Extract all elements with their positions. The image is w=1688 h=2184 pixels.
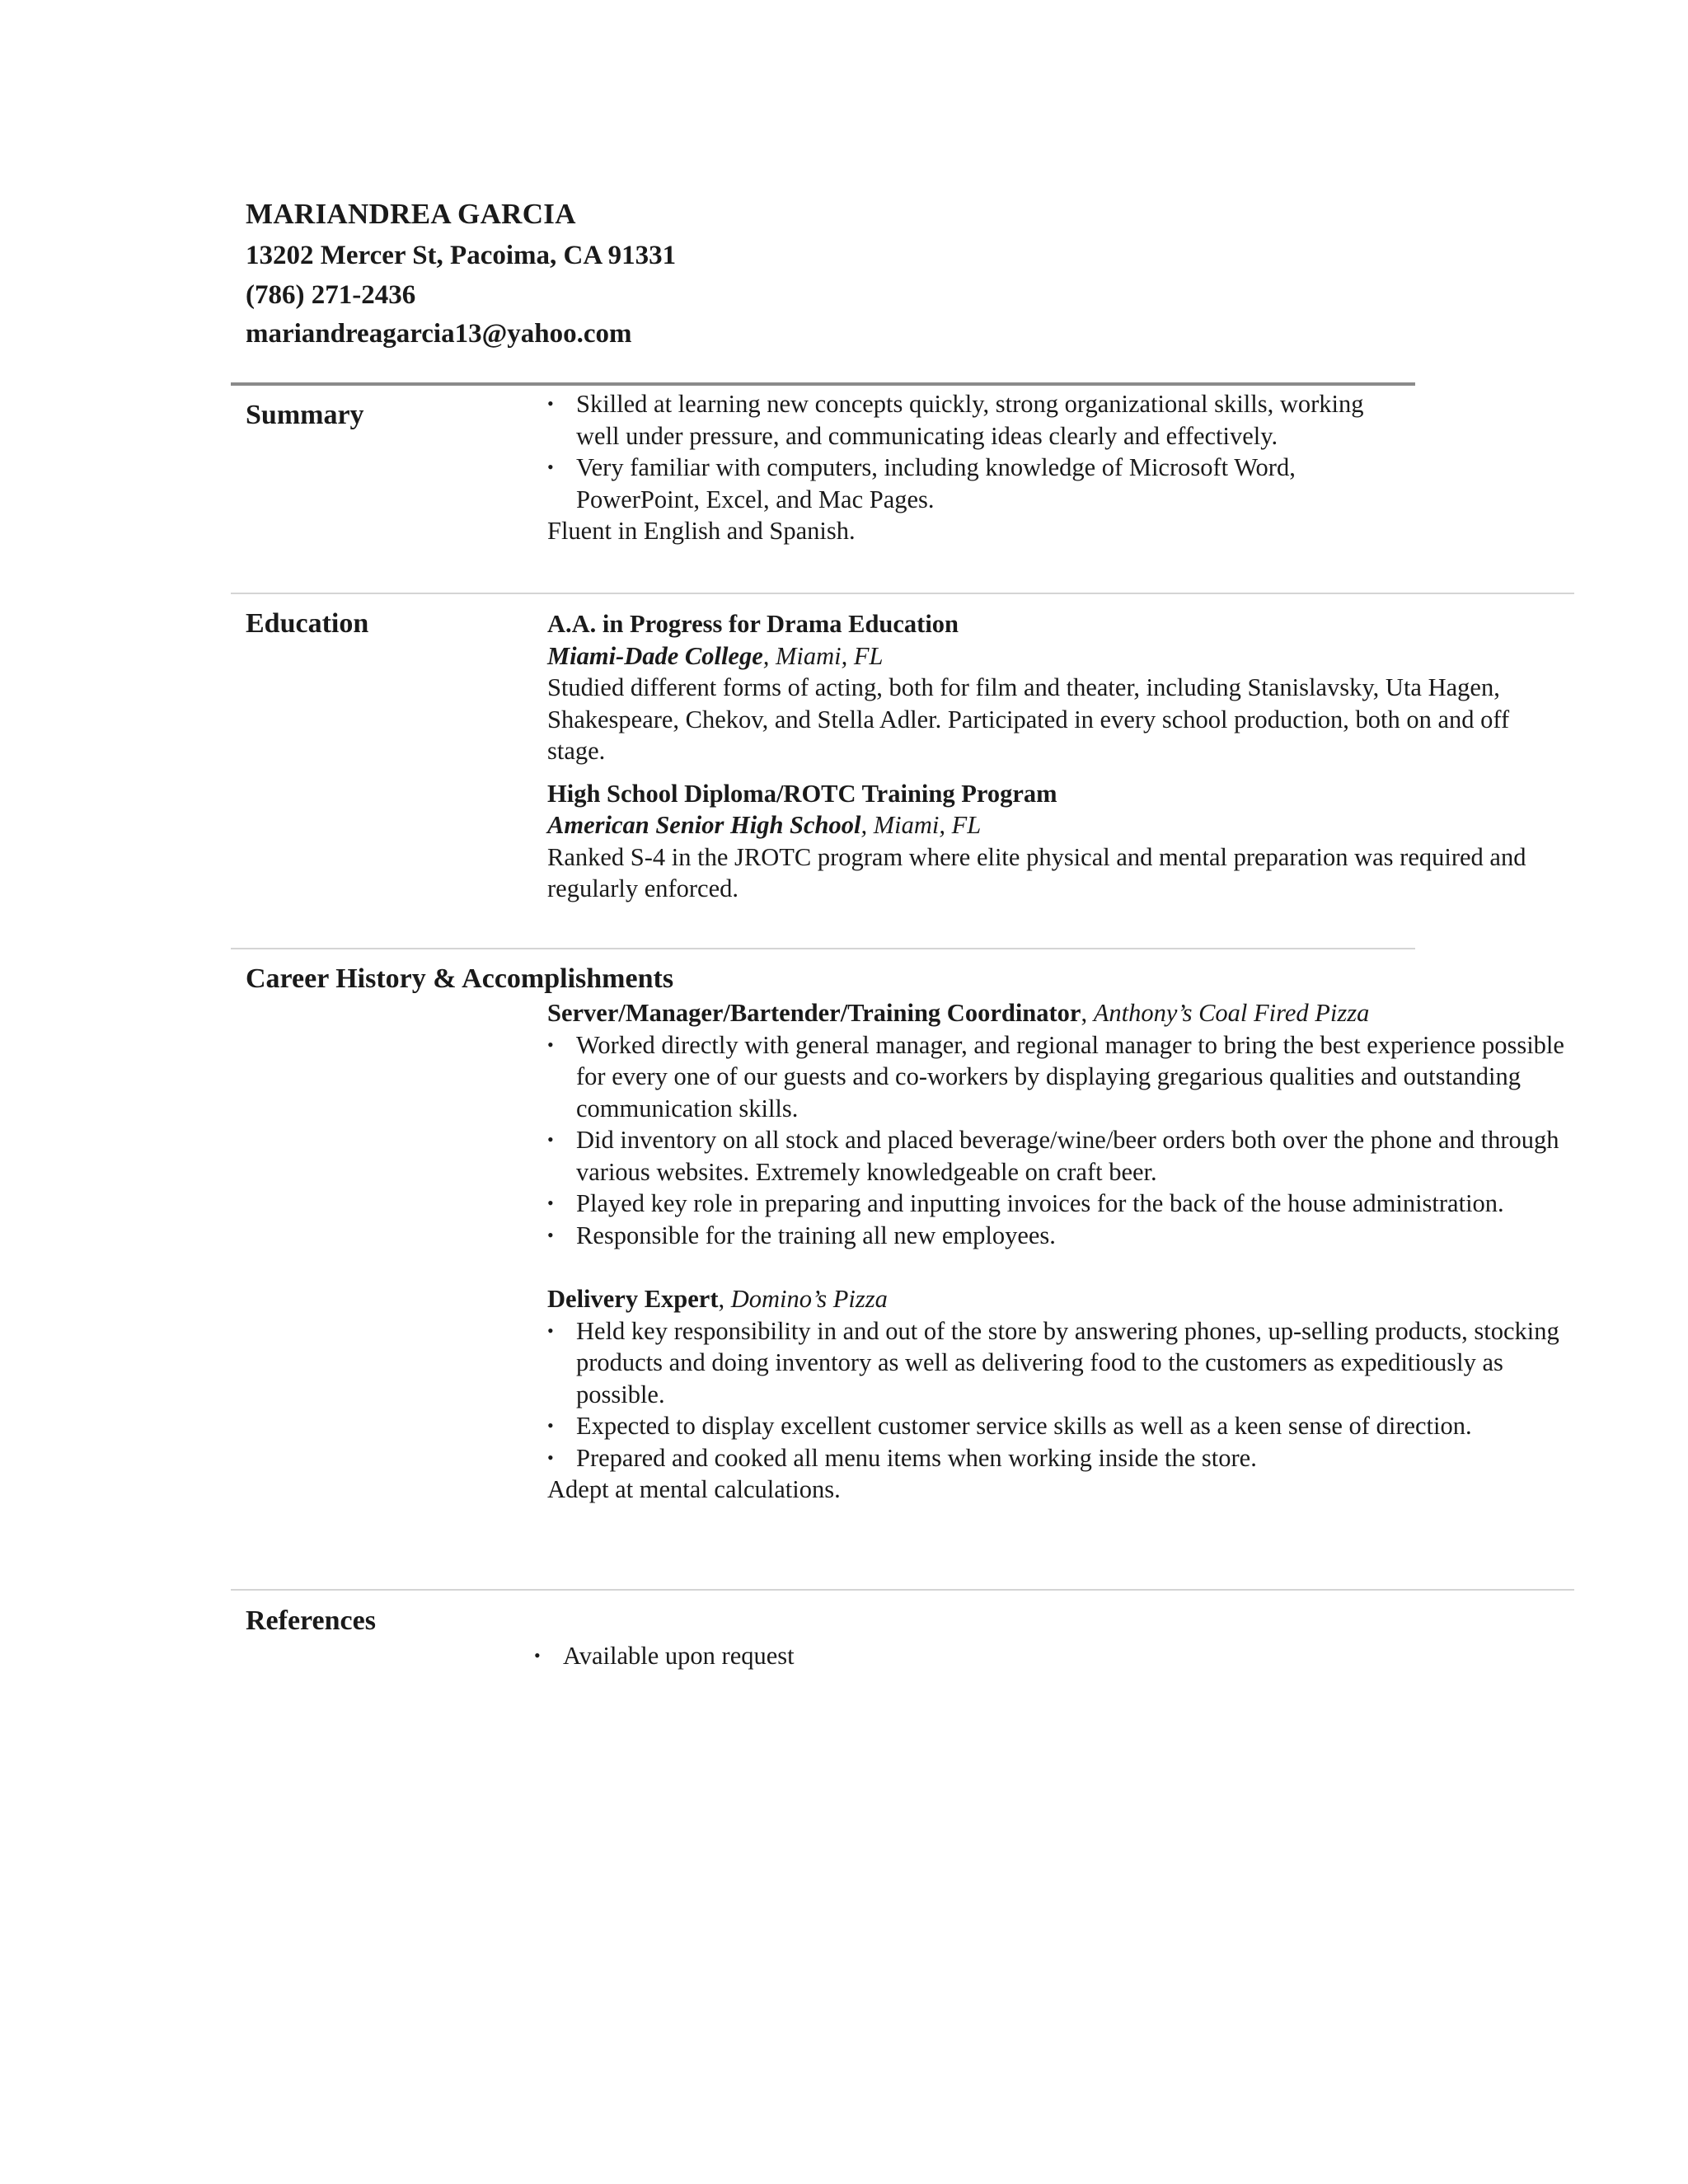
list-item: • Responsible for the training all new employees. [547, 1220, 1573, 1252]
section-title-career: Career History & Accomplishments [246, 963, 674, 994]
school-location: , Miami, FL [762, 641, 884, 670]
job-bullets [547, 1029, 1573, 1252]
education-description: Ranked S-4 in the JROTC program where elite physical and mental preparation was required and regularly enforced. [547, 842, 1526, 902]
list-item: • Worked directly with general manager, and regional manager to bring the best experience possible for every one of our guests and co-workers by displaying gregarious qualities and outstanding communication skills. [547, 1029, 1573, 1125]
summary-content [547, 388, 1404, 547]
list-item: • Played key role in preparing and inputting invoices for the back of the house administration. [547, 1188, 1573, 1220]
email: mariandreagarcia13@yahoo.com [246, 319, 632, 349]
list-item: • Expected to display excellent customer service skills as well as a keen sense of direction. [547, 1410, 1573, 1442]
job-company: Anthony’s Coal Fired Pizza [1093, 999, 1370, 1027]
list-item: • Did inventory on all stock and placed beverage/wine/beer orders both over the phone and through various websites. Extremely knowledgeable on craft beer. [547, 1124, 1573, 1188]
job-role: Server/Manager/Bartender/Training Coordinator [547, 999, 1081, 1027]
education-entry [547, 778, 1573, 905]
job-footer: Adept at mental calculations. [547, 1475, 841, 1503]
list-item: • Very familiar with computers, including knowledge of Microsoft Word, PowerPoint, Excel, and Mac Pages. [547, 452, 1404, 515]
job-heading [547, 1283, 1573, 1315]
job-entry [547, 1283, 1573, 1506]
section-divider [231, 948, 1415, 949]
school-line [547, 640, 1573, 673]
list-item: • Prepared and cooked all menu items when working inside the store. [547, 1442, 1573, 1474]
list-item: • Held key responsibility in and out of the store by answering phones, up-selling products, stocking products and doing inventory as well as delivering food to the customers as expeditiously as possible. [547, 1315, 1573, 1411]
references-list [534, 1640, 1276, 1672]
job-bullets [547, 1315, 1573, 1474]
degree-title: A.A. in Progress for Drama Education [547, 610, 959, 638]
job-company: Domino’s Pizza [730, 1285, 888, 1313]
candidate-name: MARIANDREA GARCIA [246, 198, 576, 230]
summary-list [547, 388, 1404, 515]
school-name: American Senior High School [547, 811, 861, 839]
job-heading [547, 997, 1573, 1029]
job-entry [547, 997, 1573, 1251]
section-title-references: References [246, 1605, 376, 1636]
career-content [547, 997, 1573, 1506]
summary-footer: Fluent in English and Spanish. [547, 517, 856, 545]
degree-title: High School Diploma/ROTC Training Program [547, 779, 1057, 808]
list-item: • Skilled at learning new concepts quickly, strong organizational skills, working well under pressure, and communicating ideas clearly and effectively. [547, 388, 1404, 452]
job-separator: , [1081, 999, 1094, 1027]
school-location: , Miami, FL [860, 811, 982, 839]
section-divider [231, 593, 1574, 594]
header-divider [231, 382, 1415, 386]
phone: (786) 271-2436 [246, 280, 416, 310]
education-description: Studied different forms of acting, both for film and theater, including Stanislavsky, Uta Hagen, Shakespeare, Chekov, and Stella Adler. Participated in every school production, both on and off stage. [547, 673, 1510, 765]
school-line [547, 809, 1573, 841]
job-role: Delivery Expert [547, 1285, 719, 1313]
section-divider [231, 1589, 1574, 1591]
education-content [547, 608, 1573, 905]
education-entry [547, 608, 1573, 767]
job-separator: , [718, 1285, 731, 1313]
references-content [534, 1640, 1276, 1672]
section-title-education: Education [246, 608, 369, 639]
list-item: • Available upon request [534, 1640, 1276, 1672]
section-title-summary: Summary [246, 400, 364, 430]
address: 13202 Mercer St, Pacoima, CA 91331 [246, 241, 677, 270]
school-name: Miami-Dade College [547, 641, 763, 670]
